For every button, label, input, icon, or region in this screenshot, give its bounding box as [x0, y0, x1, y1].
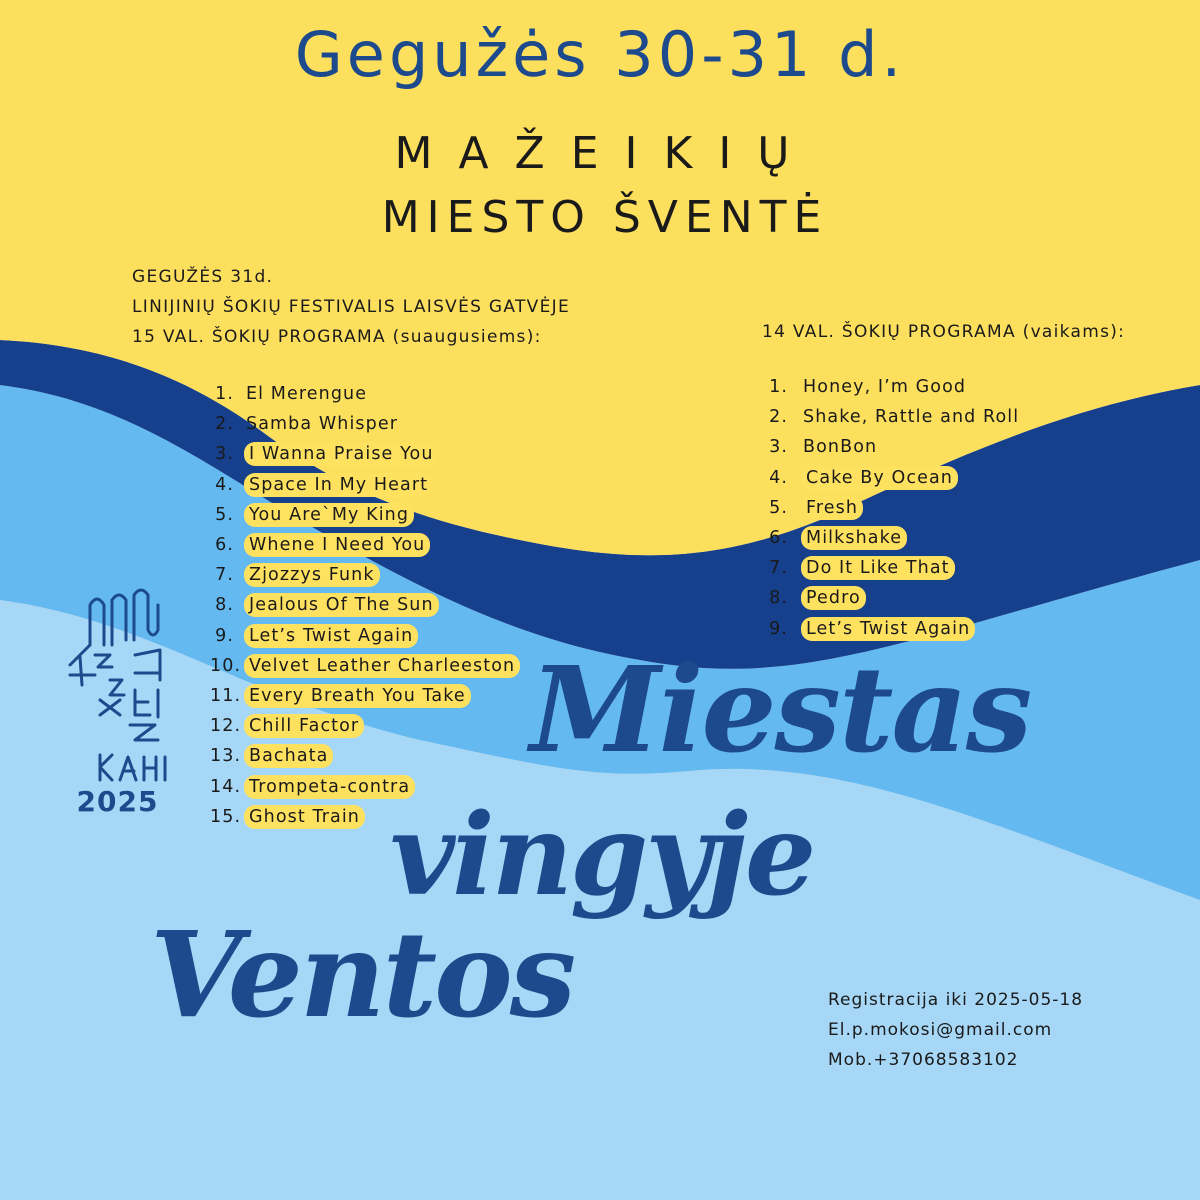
kids-program-list: [766, 372, 1019, 644]
program-item-number: 11.: [210, 685, 242, 706]
program-item-number: 5.: [215, 504, 234, 525]
program-item: [766, 463, 1019, 493]
program-item-title: Honey, I’m Good: [803, 377, 967, 398]
info-date: GEGUŽĖS 31d.: [132, 267, 274, 287]
program-item: [766, 493, 1019, 523]
program-item-title: Zjozzys Funk: [246, 565, 378, 585]
program-item-title: Ghost Train: [246, 807, 363, 827]
program-item: [210, 741, 518, 771]
program-item: [210, 470, 518, 500]
mazeikiai-logo: [50, 585, 200, 818]
program-item-title: You Are`My King: [246, 505, 412, 525]
program-item-number: 6.: [769, 528, 788, 549]
program-item-number: 15.: [210, 806, 242, 827]
program-item: [766, 432, 1019, 462]
program-item-number: 2.: [215, 414, 234, 435]
program-item-title: Trompeta-contra: [246, 777, 413, 797]
program-item-number: 4.: [769, 467, 788, 488]
event-name: MIESTO ŠVENTĖ: [381, 192, 829, 243]
event-date: Gegužės 30-31 d.: [294, 18, 906, 91]
program-item: [766, 583, 1019, 613]
slogan-line-2: vingyje: [390, 790, 814, 921]
logo-year: 2025: [76, 785, 159, 818]
program-item: [210, 651, 518, 681]
program-item-number: 7.: [215, 565, 234, 586]
city-name: MAŽEIKIŲ: [394, 128, 816, 179]
contact-phone[interactable]: Mob.+37068583102: [828, 1050, 1019, 1070]
contact-email[interactable]: El.p.mokosi@gmail.com: [828, 1020, 1053, 1040]
adult-program-list: [210, 379, 518, 832]
program-item-title: Cake By Ocean: [803, 468, 956, 488]
program-item: [210, 560, 518, 590]
program-item-title: I Wanna Praise You: [246, 444, 437, 464]
program-item-title: Let’s Twist Again: [246, 626, 416, 646]
program-item-number: 9.: [769, 618, 788, 639]
program-item: [210, 530, 518, 560]
program-item: [210, 621, 518, 651]
program-item-title: Jealous Of The Sun: [246, 595, 437, 615]
program-item: [210, 590, 518, 620]
program-item: [210, 681, 518, 711]
program-item-number: 13.: [210, 746, 242, 767]
program-item-title: Do It Like That: [803, 558, 953, 578]
slogan-line-1: Miestas: [530, 640, 1031, 779]
slogan-line-3: Ventos: [150, 905, 574, 1044]
program-item-title: Pedro: [803, 588, 864, 608]
program-item-number: 1.: [215, 384, 234, 405]
event-info: [132, 262, 570, 352]
program-item: [766, 402, 1019, 432]
program-item: [210, 409, 518, 439]
logo-mark: [50, 585, 200, 785]
program-item-number: 7.: [769, 558, 788, 579]
program-item-title: Chill Factor: [246, 716, 362, 736]
program-item-number: 6.: [215, 535, 234, 556]
program-item: [210, 379, 518, 409]
program-item-number: 14.: [210, 776, 242, 797]
program-item-title: Milkshake: [803, 528, 905, 548]
program-item-title: Velvet Leather Charleeston: [246, 656, 518, 676]
program-item-number: 1.: [769, 377, 788, 398]
program-item-number: 2.: [769, 407, 788, 428]
program-item-title: Let’s Twist Again: [803, 619, 973, 639]
program-item-title: Samba Whisper: [246, 414, 399, 435]
program-item-number: 8.: [215, 595, 234, 616]
program-item-title: El Merengue: [246, 384, 368, 405]
program-item-number: 10.: [210, 655, 242, 676]
program-item-title: Fresh: [803, 498, 861, 518]
contact-info: [828, 985, 1083, 1075]
program-item: [210, 500, 518, 530]
program-item-number: 3.: [769, 437, 788, 458]
program-item: [766, 372, 1019, 402]
program-item: [210, 711, 518, 741]
program-item-number: 9.: [215, 625, 234, 646]
program-item-title: Bachata: [246, 746, 331, 766]
program-item-number: 3.: [215, 444, 234, 465]
program-item-number: 5.: [769, 497, 788, 518]
registration-deadline: Registracija iki 2025-05-18: [828, 990, 1084, 1010]
adult-program-heading: 15 VAL. ŠOKIŲ PROGRAMA (suaugusiems):: [132, 327, 542, 347]
program-item-title: Space In My Heart: [246, 475, 431, 495]
program-item: [210, 439, 518, 469]
program-item: [766, 523, 1019, 553]
program-item-title: Shake, Rattle and Roll: [803, 407, 1020, 428]
program-item: [766, 553, 1019, 583]
program-item-number: 12.: [210, 716, 242, 737]
program-item-title: Every Breath You Take: [246, 686, 469, 706]
kids-program-heading: 14 VAL. ŠOKIŲ PROGRAMA (vaikams):: [762, 322, 1126, 342]
program-item-number: 4.: [215, 474, 234, 495]
program-item-title: BonBon: [803, 437, 878, 458]
program-item-title: Whene I Need You: [246, 535, 428, 555]
info-festival: LINIJINIŲ ŠOKIŲ FESTIVALIS LAISVĖS GATVĖJE: [132, 297, 571, 317]
program-item-number: 8.: [769, 588, 788, 609]
